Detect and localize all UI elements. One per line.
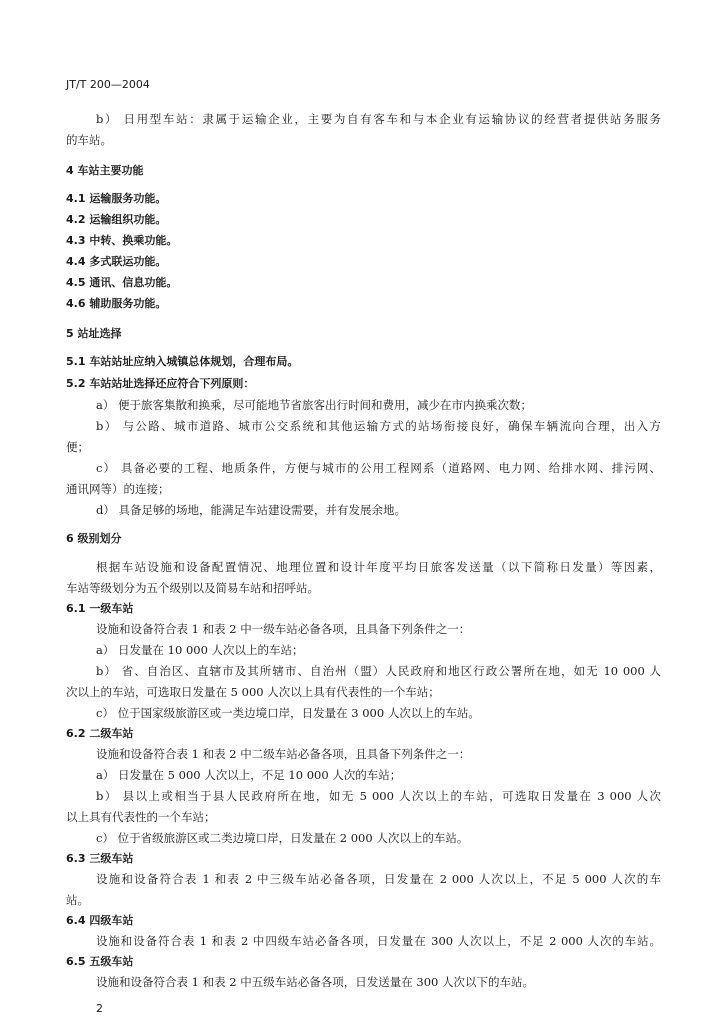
body-text: 根据车站设施和设备配置情况、地理位置和设计年度平均日旅客发送量（以下简称日发量）等因素，: [96, 560, 661, 574]
clause-item: 4.5 通讯、信息功能。: [66, 276, 178, 289]
clause-heading: 6.1 一级车站: [66, 602, 134, 615]
body-text: 设施和设备符合表 1 和表 2 中一级车站必备各项，且具备下列条件之一：: [96, 622, 471, 636]
body-text: 设施和设备符合表 1 和表 2 中二级车站必备各项，且具备下列条件之一：: [96, 747, 471, 761]
body-text: 设施和设备符合表 1 和表 2 中三级车站必备各项，日发量在 2 000 人次以上，不足 5 000 人次的车: [96, 872, 661, 886]
body-text: 站。: [66, 893, 89, 907]
body-text: 的车站。: [66, 133, 112, 147]
list-item: c） 具备必要的工程、地质条件，方便与城市的公用工程网系（道路网、电力网、给排水网、排污网、: [96, 461, 661, 475]
list-item: a） 便于旅客集散和换乘，尽可能地节省旅客出行时间和费用，减少在市内换乘次数；: [96, 398, 533, 412]
clause-item: 4.6 辅助服务功能。: [66, 297, 167, 310]
list-item: b） 省、自治区、直辖市及其所辖市、自治州（盟）人民政府和地区行政公署所在地，如无 10 000 人: [96, 664, 661, 678]
list-item: b） 与公路、城市道路、城市公交系统和其他运输方式的站场衔接良好，确保车辆流向合理，出入方: [96, 419, 661, 433]
page-number: 2: [96, 1002, 103, 1015]
body-text: 以上具有代表性的一个车站；: [66, 810, 216, 824]
body-text: 车站等级划分为五个级别以及简易车站和招呼站。: [66, 581, 319, 595]
list-item: a） 日发量在 5 000 人次以上，不足 10 000 人次的车站；: [96, 768, 402, 782]
clause-heading: 6.5 五级车站: [66, 955, 134, 968]
list-item: a） 日发量在 10 000 人次以上的车站；: [96, 643, 304, 657]
list-item: b） 县以上或相当于县人民政府所在地，如无 5 000 人次以上的车站，可选取日发量在 3 000 人次: [96, 789, 661, 803]
clause-item: 4.1 运输服务功能。: [66, 192, 167, 205]
body-text: b） 日用型车站：隶属于运输企业，主要为自有客车和与本企业有运输协议的经营者提供站务服务: [96, 112, 661, 126]
clause-heading: 6.3 三级车站: [66, 852, 134, 865]
clause-item: 4.2 运输组织功能。: [66, 213, 167, 226]
clause-item: 4.3 中转、换乘功能。: [66, 234, 178, 247]
clause-heading: 6.2 二级车站: [66, 727, 134, 740]
body-text: 便；: [66, 440, 89, 454]
clause-item: 5.1 车站站址应纳入城镇总体规划，合理布局。: [66, 355, 299, 368]
clause-item: 4.4 多式联运功能。: [66, 255, 167, 268]
list-item: c） 位于省级旅游区或二类边境口岸，日发量在 2 000 人次以上的车站。: [96, 831, 469, 845]
body-text: 通讯网等）的连接；: [66, 482, 170, 496]
list-item: d） 具备足够的场地，能满足车站建设需要，并有发展余地。: [96, 503, 407, 517]
section-heading: 5 站址选择: [66, 327, 122, 340]
clause-heading: 6.4 四级车站: [66, 914, 134, 927]
clause-item: 5.2 车站站址选择还应符合下列原则：: [66, 377, 255, 390]
section-heading: 6 级别划分: [66, 532, 122, 545]
body-text: 设施和设备符合表 1 和表 2 中四级车站必备各项，日发量在 300 人次以上，不足 2 000 人次的车站。: [96, 934, 661, 948]
body-text: 设施和设备符合表 1 和表 2 中五级车站必备各项，日发送量在 300 人次以下的车站。: [96, 975, 535, 989]
section-heading: 4 车站主要功能: [66, 164, 144, 177]
list-item: c） 位于国家级旅游区或一类边境口岸，日发量在 3 000 人次以上的车站。: [96, 706, 480, 720]
body-text: 次以上的车站，可选取日发量在 5 000 人次以上具有代表性的一个车站；: [66, 685, 440, 699]
standard-code-header: JT/T 200—2004: [66, 78, 150, 91]
